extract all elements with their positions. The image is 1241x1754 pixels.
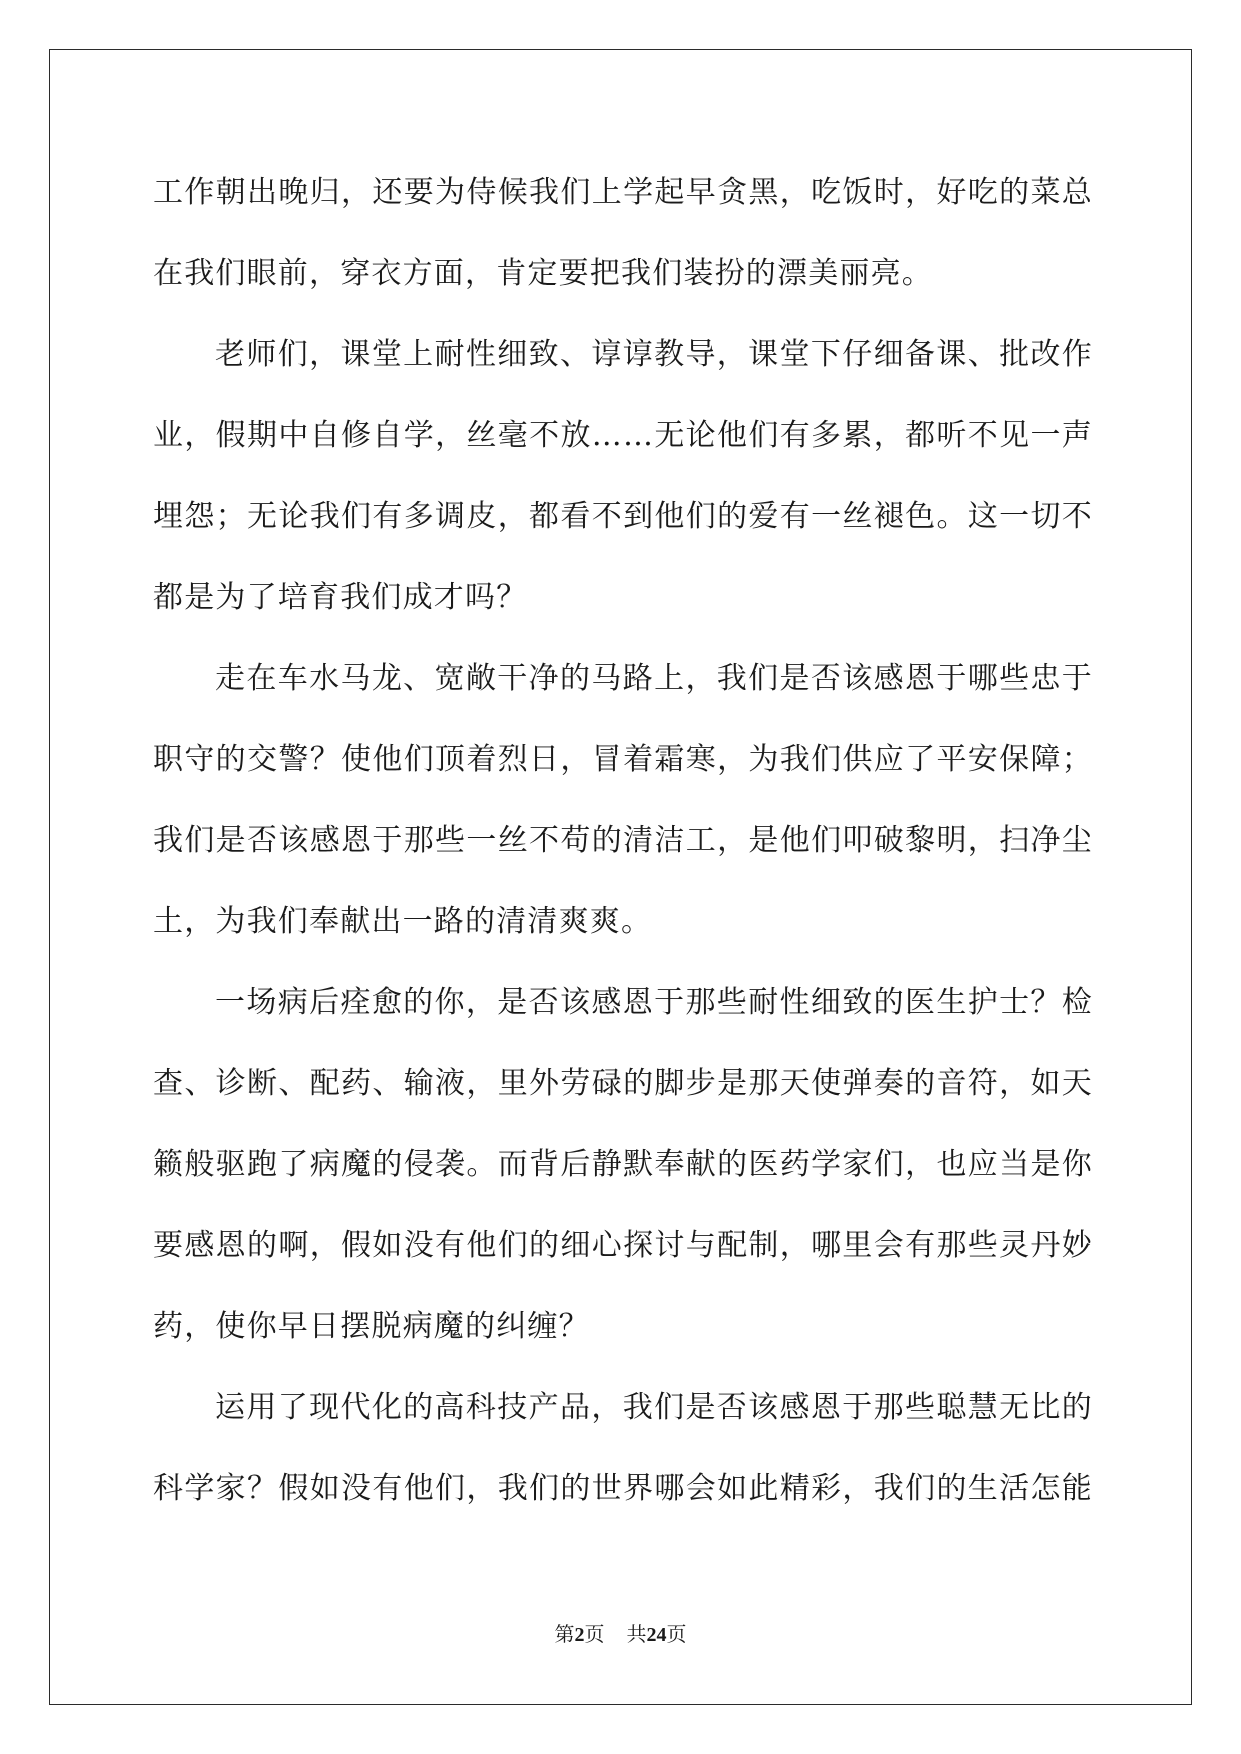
text-line: 走在车水马龙、宽敞干净的马路上，我们是否该感恩于哪些忠于 — [215, 661, 1093, 696]
page-prefix: 第 — [554, 1624, 575, 1646]
total-suffix: 页 — [666, 1624, 687, 1646]
page-current: 2 — [574, 1624, 585, 1646]
total-prefix: 共 — [626, 1624, 647, 1646]
text-line: 籁般驱跑了病魔的侵袭。而背后静默奉献的医药学家们，也应当是你 — [153, 1147, 1093, 1182]
text-line: 职守的交警？使他们顶着烈日，冒着霜寒，为我们供应了平安保障； — [153, 742, 1093, 777]
text-line: 埋怨；无论我们有多调皮，都看不到他们的爱有一丝褪色。这一切不 — [153, 499, 1093, 534]
page-footer — [0, 1618, 1241, 1647]
text-line: 都是为了培育我们成才吗？ — [153, 580, 528, 615]
text-line: 查、诊断、配药、输液，里外劳碌的脚步是那天使弹奏的音符，如天 — [153, 1066, 1093, 1101]
text-line: 土，为我们奉献出一路的清清爽爽。 — [153, 904, 653, 939]
text-line: 在我们眼前，穿衣方面，肯定要把我们装扮的漂美丽亮。 — [153, 256, 933, 291]
text-line: 药，使你早日摆脱病魔的纠缠？ — [153, 1309, 590, 1344]
page-suffix: 页 — [584, 1624, 605, 1646]
document-body — [153, 152, 1093, 1529]
page-total: 24 — [646, 1624, 667, 1646]
text-line: 工作朝出晚归，还要为侍候我们上学起早贪黑，吃饭时，好吃的菜总 — [153, 175, 1093, 210]
text-line: 一场病后痊愈的你，是否该感恩于那些耐性细致的医生护士？检 — [215, 985, 1093, 1020]
text-line: 科学家？假如没有他们，我们的世界哪会如此精彩，我们的生活怎能 — [153, 1471, 1093, 1506]
text-line: 老师们，课堂上耐性细致、谆谆教导，课堂下仔细备课、批改作 — [215, 337, 1093, 372]
text-line: 业，假期中自修自学，丝毫不放……无论他们有多累，都听不见一声 — [153, 418, 1093, 453]
text-line: 我们是否该感恩于那些一丝不苟的清洁工，是他们叩破黎明，扫净尘 — [153, 823, 1093, 858]
text-line: 要感恩的啊，假如没有他们的细心探讨与配制，哪里会有那些灵丹妙 — [153, 1228, 1093, 1263]
text-line: 运用了现代化的高科技产品，我们是否该感恩于那些聪慧无比的 — [215, 1390, 1093, 1425]
